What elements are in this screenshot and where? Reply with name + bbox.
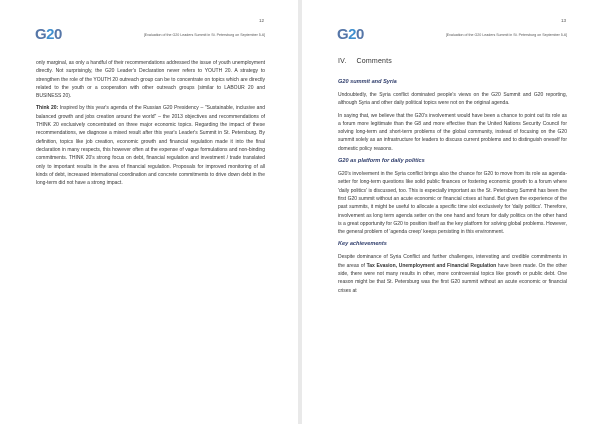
logo-digit: 2: [46, 26, 55, 43]
paragraph: [338, 253, 567, 294]
paragraph: only marginal, as only a handful of their recommendations addressed the issue of youth unemployment directly. Not surprisingly, the G20 Leader's Declaration never refers to YOUTH 20. A strategy to strengthen the role of the YOUTH 20 outreach group can be to concentrate on topics which are directly related to the youth or a cooperation with other outreach groups (similar to LABOUR 20 and BUSINESS 20).: [36, 60, 265, 100]
logo-digit: 0: [356, 26, 364, 43]
paragraph-text: Despite dominance of Syria Conflict and further challenges, interesting and credible commitments in the areas of: [338, 254, 567, 269]
page-number: 12: [259, 18, 265, 23]
paragraph-text: have been made. On the other side, there were not many results in other, more controversial topics like growth or public debt. One reason might be that St. Petersburg was the first G20 summit without an acute economic or financial crises at: [338, 262, 567, 294]
paragraph-lead: Think 20:: [36, 105, 59, 112]
running-header: [Evaluation of the G20 Leaders Summit in St. Petersburg on September 5-6]: [143, 33, 265, 37]
logo-letter: G: [35, 26, 47, 43]
right-page: [302, 0, 600, 424]
page-number: 13: [561, 18, 567, 23]
logo-digit: 0: [54, 26, 62, 43]
paragraph: Undoubtedly, the Syria conflict dominated people's views on the G20 Summit and G20 reporting, although Syria and other daily political topics were not on the original agenda.: [338, 92, 567, 107]
subheading: Key achievements: [338, 241, 387, 248]
section-title: Comments: [356, 58, 392, 65]
logo-letter: G: [337, 26, 349, 43]
paragraph-text: Inspired by this year's agenda of the Russian G20 Presidency – "Sustainable, inclusive and balanced growth and jobs creation around the world" – the 2013 objectives and recommendations of THINK 20 exclusively concentrated on three major economic topics. Regarding the impact of these recommendations, we diagnose a mixed result after this year's Leader's Summit in St. Petersburg. By definition, topics like job creation, economic growth and financial regulation made it into the final declaration in many respects, this however often at the expense of vague formulations and non-binding commitments. THINK 20's strong focus on debt, financial regulation and investment / trade translated only to important results in the area of financial regulation. Proposals for improved monitoring of all kinds of debt, increased international coordination and concrete commitments to drive down debt in the long-term did not have a strong impact.: [36, 105, 266, 187]
paragraph-bold: Tax Evasion, Unemployment and Financial Regulation: [366, 262, 497, 269]
subheading: G20 as platform for daily politics: [338, 158, 425, 165]
g20-logo: [337, 26, 364, 43]
left-page: [0, 0, 298, 424]
body-text: [36, 59, 265, 191]
paragraph: [36, 104, 265, 187]
logo-digit: 2: [348, 26, 357, 43]
section-number: IV.: [338, 58, 347, 65]
subheading: G20 summit and Syria: [338, 79, 397, 85]
paragraph: G20's involvement in the Syria conflict brings also the chance for G20 to move from its role as agenda-setter for long-term questions like solid public finances or fostering economic growth to a forum where 'daily politics' is discussed, too. This is especially important as the St. Petersburg Summit has been the first G20 summit without an acute economic or financial crises at hand. But given the experience of the past summits, it might be useful to allocate a specific time slot exclusively for 'daily politics'. Therefore, involvement as long term agenda setter on the one hand and forum for daily politics on the other hand is a great opportunity for G20 to position itself as the key platform for solving global problems. However, the general problem of 'agenda creep' keeps persisting in this environment.: [338, 171, 567, 236]
body-text: [338, 76, 567, 299]
running-header: [Evaluation of the G20 Leaders Summit in St. Petersburg on September 5-6]: [445, 33, 567, 37]
section-heading: [338, 58, 392, 65]
paragraph: In saying that, we believe that the G20's involvement would have been a chance to point out its role as a forum more legitimate than the G8 and more effective than the United Nations Security Council for solving long-term and short-term problems of the global community, instead of focusing on the G20 summit solely as an infrastructure for leaders to discuss current problems and to distinguish oneself for domestic policy reasons.: [338, 112, 567, 152]
g20-logo: [35, 26, 62, 43]
